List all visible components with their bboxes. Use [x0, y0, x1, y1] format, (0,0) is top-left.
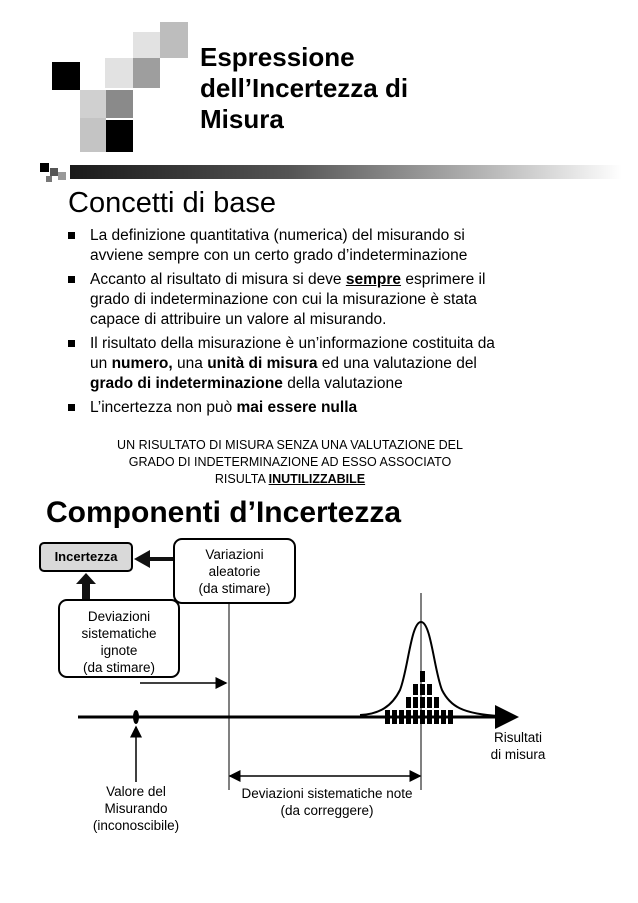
- note-emphasis: INUTILIZZABILE: [268, 472, 366, 486]
- list-item-text: esprimere il grado di indeterminazione con cui la misurazione è stata capace di attribuire un valore al misurando.: [90, 271, 486, 328]
- box-line: sistematiche: [81, 626, 157, 641]
- box-line: (da stimare): [198, 581, 271, 596]
- true-value-marker: [133, 710, 139, 724]
- title-line: Espressione: [200, 42, 355, 72]
- section-heading-concetti: Concetti di base: [68, 187, 276, 219]
- box-line: ignote: [100, 643, 138, 658]
- note-line: UN RISULTATO DI MISURA SENZA UNA VALUTAZIONE DEL: [117, 438, 463, 452]
- incertezza-box: Incertezza: [39, 542, 133, 572]
- deviazioni-sistematiche-box: [58, 599, 180, 678]
- list-item-text: una: [172, 355, 208, 372]
- emphasis-unita: unità di misura: [207, 355, 318, 372]
- box-line: Variazioni: [205, 547, 264, 562]
- variazioni-aleatorie-box: [173, 538, 296, 604]
- arrow-to-incertezza-left: [134, 550, 173, 568]
- emphasis-mai-nulla: mai essere nulla: [236, 399, 358, 416]
- emphasis-grado: grado di indeterminazione: [90, 375, 283, 392]
- title-line: dell’Incertezza di: [200, 73, 409, 103]
- arrow-to-incertezza-up: [76, 573, 96, 599]
- list-item-text: La definizione quantitativa (numerica) del misurando si avviene sempre con un certo grado d’indeterminazione: [90, 227, 468, 264]
- list-item-text: L’incertezza non può: [90, 399, 237, 416]
- list-item-text: della valutazione: [282, 375, 403, 392]
- label-line: (da correggere): [280, 803, 374, 818]
- risultati-label: [486, 729, 550, 763]
- label-line: Misurando: [104, 801, 168, 816]
- label-line: (inconoscibile): [92, 818, 180, 833]
- note-prefix: RISULTA: [214, 472, 269, 486]
- label-line: Risultati: [493, 730, 542, 745]
- label-line: di misura: [490, 747, 546, 762]
- list-item-text: Accanto al risultato di misura si deve: [90, 271, 346, 288]
- box-line: Deviazioni: [87, 609, 151, 624]
- deviazioni-note-label: [222, 785, 432, 819]
- label-line: Deviazioni sistematiche note: [241, 786, 413, 801]
- box-line: aleatorie: [208, 564, 261, 579]
- title-line: Misura: [200, 104, 284, 134]
- valore-misurando-label: [76, 783, 196, 834]
- list-item-text: ed una valutazione del: [317, 355, 477, 372]
- list-item-text: Il risultato della misurazione è un’informazione costituita da un: [90, 335, 495, 372]
- section-heading-componenti: Componenti d’Incertezza: [46, 496, 402, 529]
- note-line: GRADO DI INDETERMINAZIONE AD ESSO ASSOCIATO: [128, 455, 452, 469]
- emphasis-numero: numero,: [111, 355, 173, 372]
- label-line: Valore del: [106, 784, 166, 799]
- emphasis-sempre: sempre: [345, 271, 402, 288]
- box-line: (da stimare): [82, 660, 155, 675]
